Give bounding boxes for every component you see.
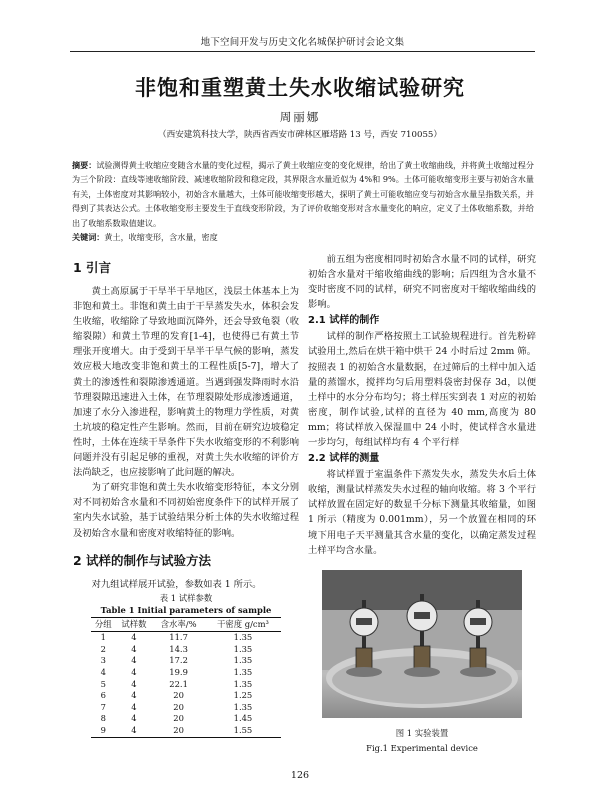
table-cell: 4 xyxy=(100,667,106,678)
table-row xyxy=(91,713,281,725)
table-cell: 9 xyxy=(91,725,116,737)
section-heading-method: 2 试样的制作与试验方法 xyxy=(73,552,212,568)
table-header-cell: 分组 xyxy=(91,617,116,632)
table-cell: 1.35 xyxy=(233,678,253,689)
abstract-label: 摘要： xyxy=(72,160,97,170)
table-row xyxy=(91,632,281,644)
table-cell: 1.25 xyxy=(233,690,253,701)
table-cell: 1.35 xyxy=(233,632,253,643)
figure-caption-en: Fig.1 Experimental device xyxy=(366,742,478,753)
table-cell: 1.55 xyxy=(205,725,281,737)
table-header-row xyxy=(91,617,281,632)
table-cell: 4 xyxy=(131,678,137,689)
table-cell: 4 xyxy=(131,701,137,712)
table-cell: 7 xyxy=(100,701,106,712)
table-cell: 4 xyxy=(116,725,153,737)
table-cell: 8 xyxy=(100,713,106,724)
table-cell: 1.45 xyxy=(233,713,253,724)
subsection-heading-2-1: 2.1 试样的制作 xyxy=(308,315,380,327)
figure-caption-cn: 图 1 实验装置 xyxy=(395,727,449,738)
table-cell: 5 xyxy=(100,678,106,689)
table-cell: 22.1 xyxy=(169,678,188,689)
section-heading-intro: 1 引言 xyxy=(73,260,112,275)
table-body xyxy=(91,632,281,737)
table-cell: 1 xyxy=(100,632,106,643)
intro-paragraph-2: 为了研究非饱和黄土失水收缩变形特征，本文分别对不同初始含水量和不同初始密度条件下的试样开展了室内失水试验，基于试验结果分析土体的失水收缩过程及初始含水量和密度对收缩特征的影响。 xyxy=(73,482,299,539)
table-cell: 14.3 xyxy=(169,643,188,654)
device-illustration xyxy=(322,570,522,718)
author-name: 周丽娜 xyxy=(279,110,321,124)
table-header-cell: 试样数 xyxy=(116,617,153,632)
table-cell: 1.35 xyxy=(233,667,253,678)
table-cell: 4 xyxy=(131,643,137,654)
table-cell: 11.7 xyxy=(169,632,188,643)
abstract xyxy=(72,158,534,244)
table-cell: 4 xyxy=(131,632,137,643)
abstract-text: 试验测得黄土收缩应变随含水量的变化过程，揭示了黄土收缩应变的变化规律，给出了黄土收缩曲线，并将黄土收缩过程分为三个阶段：直线等速收缩阶段、减速收缩阶段和稳定段，其界限含水量近似为 4%和 9%。土体可能收缩变形主要与初始含水量有关，土体密度对其影响较小，初始含水量越大，土体可能收缩变形越大，探明了黄土可能收缩应变与初始含水量呈指数关系，并得到了其表达公式。土体收缩变形主要发生于直线变形阶段，为了评价收缩变形对含水量变化的响应，定义了土体收缩系数，并给出了收缩系数取值建议。 xyxy=(72,160,534,228)
table-cell: 4 xyxy=(131,690,137,701)
keywords-text: 黄土，收缩变形，含水量，密度 xyxy=(104,232,218,243)
table-row xyxy=(91,679,281,691)
sample-parameter-table xyxy=(91,617,281,738)
table-cell: 6 xyxy=(100,690,106,701)
table-row xyxy=(91,644,281,656)
right-paragraph-1: 前五组为密度相同时初始含水量不同的试样，研究初始含水量对干缩收缩曲线的影响；后四组为含水量不变时密度不同的试样，研究不同密度对干缩收缩曲线的影响。 xyxy=(308,254,536,311)
keywords-label: 关键词： xyxy=(72,232,105,243)
running-header: 地下空间开发与历史文化名城保护研讨会论文集 xyxy=(70,34,535,52)
table-row xyxy=(91,725,281,737)
table-cell: 1.35 xyxy=(233,701,253,712)
table-cell: 2 xyxy=(100,643,106,654)
subsection-2-1-paragraph: 试样的制作严格按照土工试验规程进行。首先粉碎试验用土,然后在烘干箱中烘干 24 小时后过 2mm 筛。按照表 1 的初始含水量数据，在过筛后的土样中加入适量的蒸馏水，搅拌均匀后用塑料袋密封保存 3d，以便土样中的水分分布均匀；将土样压实到表 1 对应的初始密度，制作试验,试样的直径为 40 mm,高度为 80 mm；将试样放入保湿皿中 24 小时，使试样含水量进一步均匀，每组试样均有 4 个平行样 xyxy=(308,331,536,449)
table-row xyxy=(91,690,281,702)
table-cell: 20 xyxy=(173,713,184,724)
right-column xyxy=(308,252,536,755)
method-paragraph-1: 对九组试样展开试验，参数如表 1 所示。 xyxy=(91,578,262,590)
page-number: 126 xyxy=(290,770,310,781)
table-header-cell: 干密度 g/cm³ xyxy=(205,617,281,632)
table-cell: 20 xyxy=(173,690,184,701)
table-cell: 4 xyxy=(131,655,137,666)
table-cell: 1.35 xyxy=(233,643,253,654)
subsection-heading-2-2: 2.2 试样的测量 xyxy=(308,453,380,465)
intro-paragraph-1: 黄土高原属于干旱半干旱地区，浅层土体基本上为非饱和黄土。非饱和黄土由于干旱蒸发失水，体积会发生收缩，收缩除了导致地面沉降外，还会导致龟裂（收缩裂隙）和黄土节理的发育[1-4]，也使得已有黄土节理张开度增大。由于受到干旱半干旱气候的影响，蒸发效应极大地改变非饱和黄土的工程性质[5-7]，增大了黄土的渗透性和裂隙渗透通道。当遇到强发降雨时水沿节理裂隙迅速进入土体，在节理裂隙处形成渗透通道，加速了水分入渗进程，影响黄土的物理力学性质，对黄土坑坡的稳定性产生影响。然而，目前在研究边坡稳定性时，土体在连续干旱条件下失水收缩变形的不利影响问题并没有引起足够的重视，对黄土失水收缩的评价方法尚缺乏，也应接影响了此问题的解决。 xyxy=(73,286,299,479)
table-cell: 3 xyxy=(100,655,106,666)
left-column xyxy=(73,252,299,738)
table-cell: 20 xyxy=(173,701,184,712)
table-cell: 4 xyxy=(131,667,137,678)
table-row xyxy=(91,702,281,714)
table-header-cell: 含水率/% xyxy=(152,617,205,632)
table-cell: 1.35 xyxy=(233,655,253,666)
paper-title: 非饱和重塑黄土失水收缩试验研究 xyxy=(135,76,465,100)
table-caption-cn: 表 1 试样参数 xyxy=(159,592,213,603)
table-cell: 17.2 xyxy=(169,655,188,666)
table-row xyxy=(91,667,281,679)
author-affiliation: （西安建筑科技大学，陕西省西安市碑林区雁塔路 13 号，西安 710055） xyxy=(158,130,442,140)
table-cell: 19.9 xyxy=(169,667,188,678)
experimental-device-photo xyxy=(322,570,522,718)
table-row xyxy=(91,655,281,667)
table-cell: 4 xyxy=(131,713,137,724)
subsection-2-2-paragraph: 将试样置于室温条件下蒸发失水，蒸发失水后土体收缩，测量试样蒸发失水过程的轴向收缩。将 3 个平行试样放置在固定好的数显千分标下测量其收缩量，如图 1 所示（精度为 0.001mm），另一个放置在相同的环境下用电子天平测量其含水量的变化，以确定蒸发过程土样平均含水量。 xyxy=(308,469,536,556)
table-caption-en: Table 1 Initial parameters of sample xyxy=(100,604,272,615)
table-cell: 20 xyxy=(152,725,205,737)
